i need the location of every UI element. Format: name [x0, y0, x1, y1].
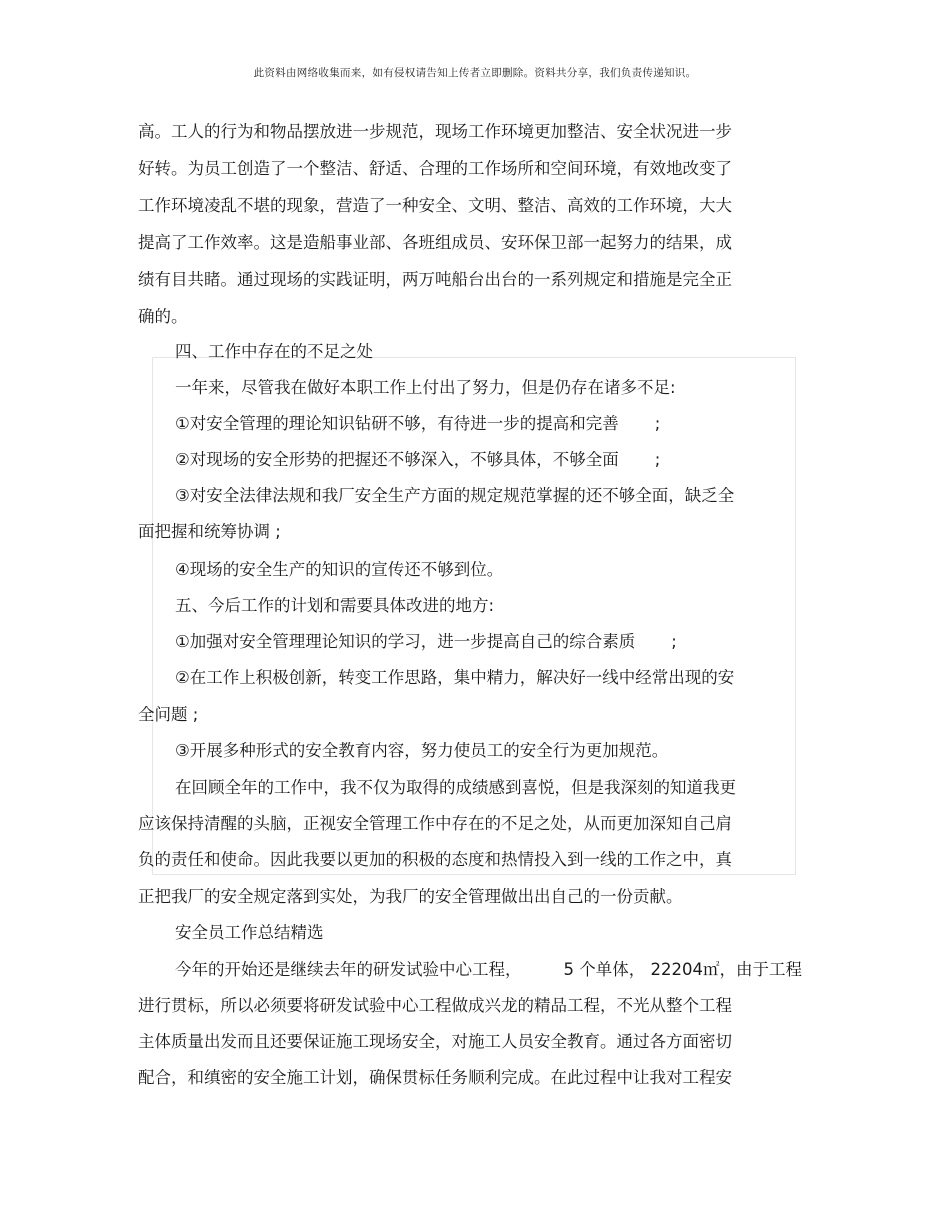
text-line-content: 好转。为员工创造了一个整洁、舒适、合理的工作场所和空间环境，有效地改变了 — [138, 159, 732, 178]
text-line-content: 今年的开始还是继续去年的研发试验中心工程， — [175, 960, 522, 979]
text-line-content: ④现场的安全生产的知识的宣传还不够到位。 — [175, 560, 504, 579]
text-line — [138, 813, 732, 835]
text-line-tail: ; — [671, 632, 677, 651]
text-line-content: 工作环境凌乱不堪的现象，营造了一种安全、文明、整洁、高效的工作环境，大大 — [138, 196, 732, 215]
text-line — [138, 269, 732, 291]
text-line — [138, 1031, 732, 1053]
text-line-content: 绩有目共睹。通过现场的实践证明，两万吨船台出台的一系列规定和措施是完全正 — [138, 270, 732, 289]
text-line-content: 面把握和统筹协调 ; — [138, 522, 281, 541]
text-line-content: 正把我厂的安全规定落到实处，为我厂的安全管理做出出自己的一份贡献。 — [138, 887, 683, 906]
text-line — [138, 1067, 732, 1089]
text-line — [175, 922, 324, 944]
text-line — [175, 485, 734, 507]
text-line — [175, 777, 736, 799]
text-line — [175, 667, 734, 689]
text-line-content: ①对安全管理的理论知识钻研不够，有待进一步的提高和完善 — [175, 414, 619, 433]
text-line-content: 高。工人的行为和物品摆放进一步规范，现场工作环境更加整洁、安全状况进一步 — [138, 122, 732, 141]
text-line-tail: 5 个单体， 22204㎡，由于工程 — [563, 960, 802, 979]
text-line — [175, 413, 660, 435]
text-line — [138, 232, 732, 254]
text-line-content: ③对安全法律法规和我厂安全生产方面的规定规范掌握的还不够全面，缺乏全 — [175, 486, 735, 505]
text-line — [175, 449, 660, 471]
page-header-notice: 此资料由网络收集而来，如有侵权请告知上传者立即删除。资料共分享，我们负责传递知识。 — [253, 67, 697, 79]
text-line — [138, 849, 732, 871]
text-line — [175, 559, 503, 581]
text-line-content: 应该保持清醒的头脑，正视安全管理工作中存在的不足之处，从而更加深知自己肩 — [138, 814, 732, 833]
text-line-content: 进行贯标，所以必须要将研发试验中心工程做成兴龙的精品工程，不光从整个工程 — [138, 996, 732, 1015]
text-line-content: ③开展多种形式的安全教育内容，努力使员工的安全行为更加规范。 — [175, 741, 669, 760]
text-line — [138, 121, 732, 143]
text-line-content: 负的责任和使命。因此我要以更加的积极的态度和热情投入到一线的工作之中，真 — [138, 850, 732, 869]
text-line-content: 在回顾全年的工作中，我不仅为取得的成绩感到喜悦，但是我深刻的知道我更 — [175, 778, 736, 797]
text-line-content: 提高了工作效率。这是造船事业部、各班组成员、安环保卫部一起努力的结果，成 — [138, 233, 732, 252]
text-line — [138, 158, 732, 180]
text-line — [138, 521, 281, 543]
text-line-content: 确的。 — [138, 307, 188, 326]
text-line-content: 全问题 ; — [138, 705, 199, 724]
text-line — [175, 959, 802, 981]
text-line-content: ①加强对安全管理理论知识的学习，进一步提高自己的综合素质 — [175, 632, 636, 651]
text-line — [138, 704, 198, 726]
text-line-content: 安全员工作总结精选 — [175, 923, 324, 942]
text-line — [175, 631, 677, 653]
text-line-content: 一年来，尽管我在做好本职工作上付出了努力，但是仍存在诸多不足: — [175, 378, 676, 397]
text-line — [138, 995, 732, 1017]
text-line-content: ②对现场的安全形势的把握还不够深入，不够具体，不够全面 — [175, 450, 619, 469]
text-line-tail: ; — [654, 450, 661, 469]
text-line-content: 配合，和缜密的安全施工计划，确保贯标任务顺利完成。在此过程中让我对工程安 — [138, 1068, 732, 1087]
text-line-content: 主体质量出发而且还要保证施工现场安全，对施工人员安全教育。通过各方面密切 — [138, 1032, 732, 1051]
text-line — [175, 740, 668, 762]
text-line-content: 五、今后工作的计划和需要具体改进的地方: — [175, 596, 495, 615]
text-line — [138, 886, 683, 908]
text-line — [138, 195, 732, 217]
text-line — [175, 341, 373, 363]
text-line-content: ②在工作上积极创新，转变工作思路，集中精力，解决好一线中经常出现的安 — [175, 668, 735, 687]
text-line — [138, 306, 188, 328]
text-line-tail: ; — [654, 414, 661, 433]
text-line — [175, 377, 676, 399]
text-line — [175, 595, 494, 617]
text-line-content: 四、工作中存在的不足之处 — [175, 342, 373, 361]
